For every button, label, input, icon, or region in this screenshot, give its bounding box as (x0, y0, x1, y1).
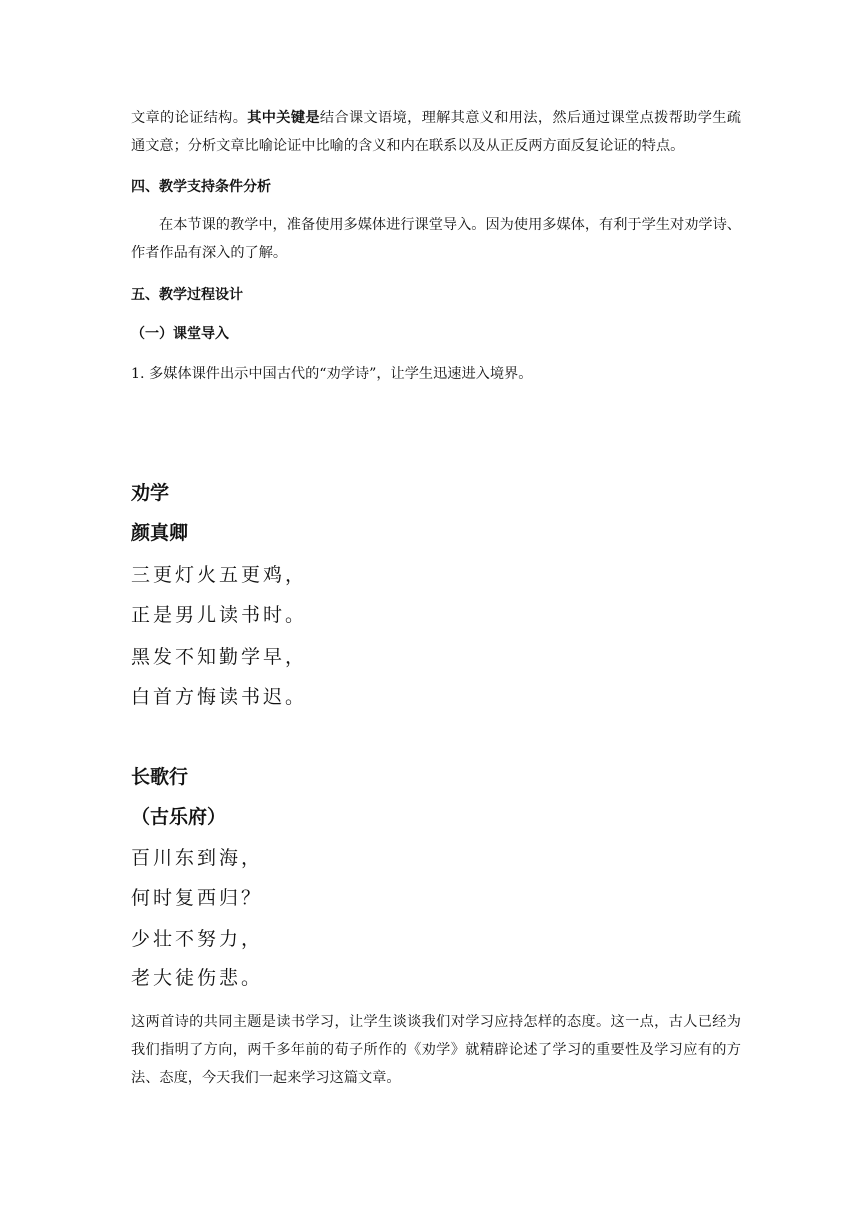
paragraph-argument-structure (131, 104, 741, 160)
section-heading-support-conditions: 四、教学支持条件分析 (131, 179, 271, 195)
list-item-multimedia: 1. 多媒体课件出示中国古代的“劝学诗”，让学生迅速进入境界。 (131, 366, 533, 382)
section-heading-teaching-process: 五、教学过程设计 (131, 287, 243, 303)
paragraph-closing: 这两首诗的共同主题是读书学习，让学生谈谈我们对学习应持怎样的态度。这一点，古人已经为我们指明了方向，两千多年前的荀子所作的《劝学》就精辟论述了学习的重要性及学习应有的方法、态度，今天我们一起来学习这篇文章。 (131, 1014, 741, 1086)
paragraph-rest: 结合课文语境，理解其意义和用法，然后通过课堂点拨帮助学生疏通文意；分析文章比喻论证中比喻的含义和内在联系以及从正反两方面反复论证的特点。 (131, 110, 741, 154)
poem-line: 少壮不努力， (131, 928, 264, 950)
poem-line: 三更灯火五更鸡， (131, 564, 308, 586)
key-point-label: 其中关键是 (247, 110, 320, 126)
poem-author-yuefu: （古乐府） (131, 806, 227, 828)
paragraph-support-conditions: 在本节课的教学中，准备使用多媒体进行课堂导入。因为使用多媒体，有利于学生对劝学诗、作者作品有深入的了解。 (131, 217, 741, 261)
poem-line: 百川东到海， (131, 847, 264, 869)
poem-line: 老大徒伤悲。 (131, 967, 264, 989)
poem-title-quanxue: 劝学 (131, 482, 170, 504)
poem-line: 白首方悔读书迟。 (131, 686, 308, 708)
poem-line: 何时复西归？ (131, 887, 264, 909)
poem-line: 正是男儿读书时。 (131, 604, 308, 626)
poem-title-changgexing: 长歌行 (131, 766, 189, 788)
poem-line: 黑发不知勤学早， (131, 646, 308, 668)
poem-author-yan-zhenqing: 颜真卿 (131, 522, 189, 544)
paragraph-start: 文章的论证结构。 (131, 110, 248, 126)
sub-heading-class-intro: （一）课堂导入 (131, 326, 229, 342)
